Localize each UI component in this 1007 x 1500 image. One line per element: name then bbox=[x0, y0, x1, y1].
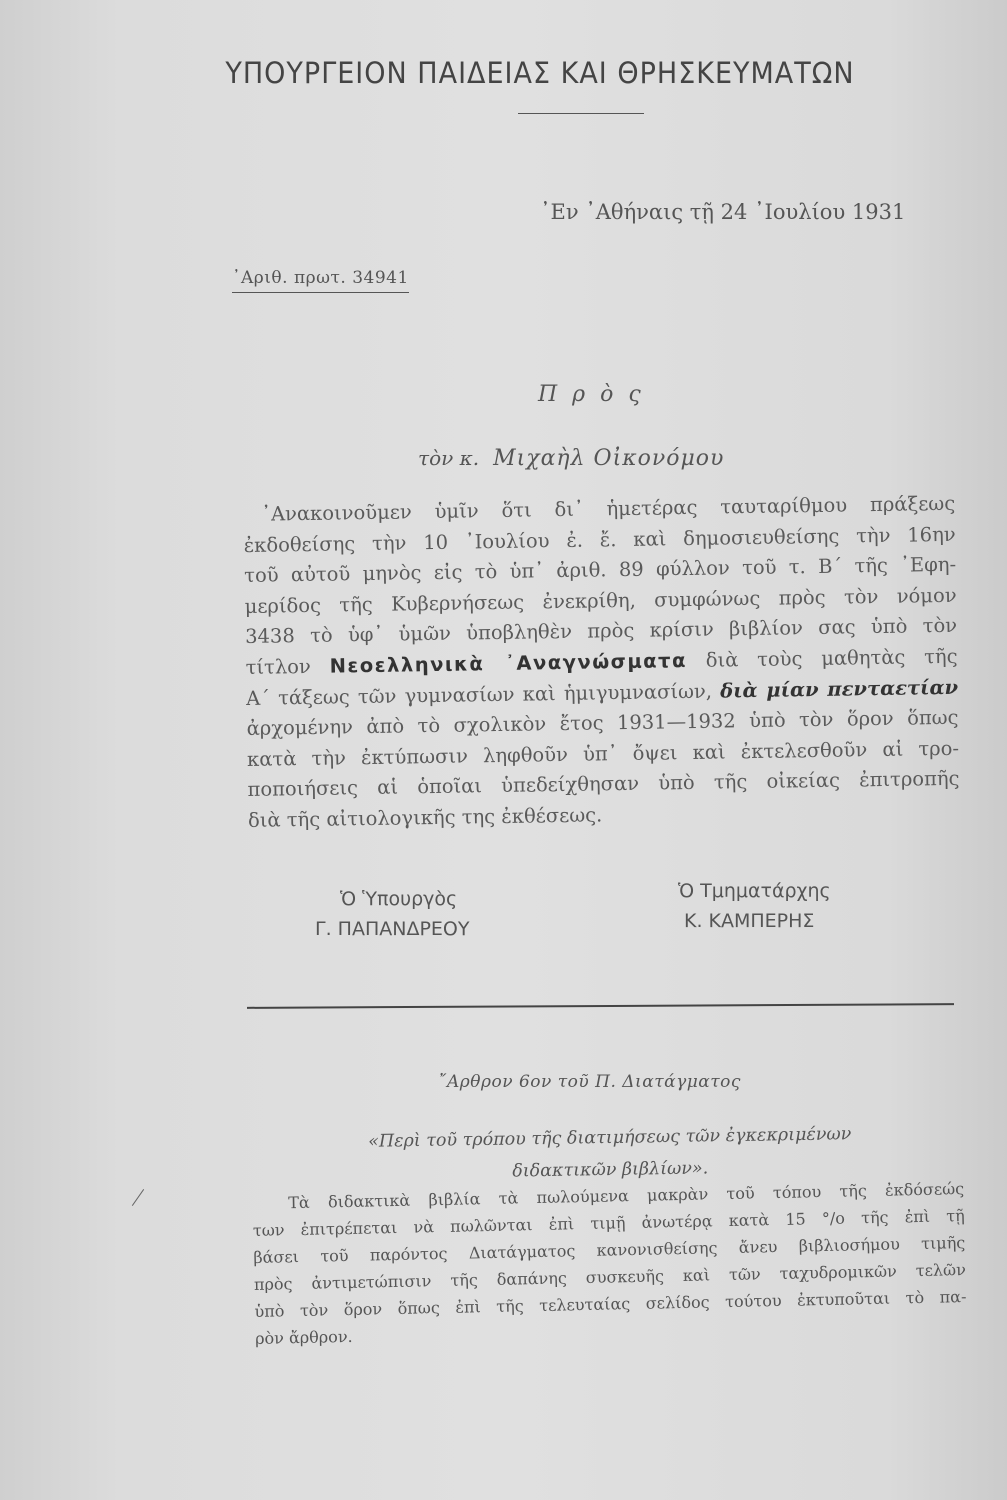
section-divider bbox=[247, 1003, 954, 1009]
article-subject-line: «Περὶ τοῦ τρόπου τῆς διατιμήσεως τῶν ἐγκεκριμένων bbox=[368, 1124, 852, 1152]
ministry-heading: ΥΠΟΥΡΓΕΙΟΝ ΠΑΙΔΕΙΑΣ ΚΑΙ ΘΡΗΣΚΕΥΜΑΤΩΝ bbox=[225, 56, 855, 91]
margin-pencil-mark bbox=[132, 1189, 144, 1206]
article-body bbox=[252, 1175, 967, 1352]
article-line: βάσει τοῦ παρόντος Διατάγματος κανονισθείσης ἄνευ βιβλιοσήμου τιμῆς bbox=[253, 1233, 966, 1267]
addressee-prefix: τὸν κ. bbox=[418, 446, 480, 470]
minister-name: Γ. ΠΑΠΑΝΔΡΕΟΥ bbox=[315, 918, 470, 940]
department-head-name: Κ. ΚΑΜΠΕΡΗΣ bbox=[684, 910, 815, 932]
title-suffix: διὰ τοὺς μαθητὰς τῆς bbox=[705, 644, 958, 672]
article-line: ρὸν ἄρθρον. bbox=[254, 1326, 353, 1348]
article-line: πρὸς ἀντιμετώπισιν τῆς δαπάνης συσκευῆς καὶ τῶν ταχυδρομικῶν τελῶν bbox=[253, 1260, 967, 1294]
addressee-name: Μιχαὴλ Οἰκονόμου bbox=[493, 446, 725, 471]
duration-emphasis: διὰ μίαν πενταετίαν bbox=[719, 675, 959, 703]
letter-line: τοῦ αὐτοῦ μηνὸς εἰς τὸ ὑπ᾿ ἀριθ. 89 φύλλον τοῦ τ. Β΄ τῆς ᾿Εφη- bbox=[244, 552, 957, 588]
letter-line: ἐκδοθείσης τὴν 10 ᾿Ιουλίου ἐ. ἔ. καὶ δημοσιευθείσης τὴν 16ην bbox=[243, 522, 956, 557]
article-line: ὑπὸ τὸν ὅρον ὅπως ἐπὶ τῆς τελευταίας σελίδος τούτου ἐκτυποῦται τὸ πα- bbox=[254, 1287, 967, 1321]
department-head-title: Ὁ Τμηματάρχης bbox=[678, 880, 831, 902]
article-line: των ἐπιτρέπεται νὰ πωλῶνται ἐπὶ τιμῇ ἀνωτέρᾳ κατὰ 15 °/ο τῆς ἐπὶ τῇ bbox=[252, 1206, 965, 1240]
minister-title: Ὁ Ὑπουργὸς bbox=[340, 888, 458, 910]
letter-line: 3438 τὸ ὑφ᾿ ὑμῶν ὑποβληθὲν πρὸς κρίσιν βιβλίον σας ὑπὸ τὸν bbox=[244, 614, 958, 649]
heading-divider bbox=[518, 113, 644, 114]
salutation-pros: Π ρ ὸ ς bbox=[538, 382, 645, 407]
article-heading: ῎Αρθρον 6ον τοῦ Π. Διατάγματος bbox=[438, 1072, 741, 1092]
letter-line: ποποιήσεις αἱ ὁποῖαι ὑπεδείχθησαν ὑπὸ τῆς οἰκείας ἐπιτροπῆς bbox=[247, 767, 960, 802]
letter-line: κατὰ τὴν ἐκτύπωσιν ληφθοῦν ὑπ᾿ ὄψει καὶ ἐκτελεσθοῦν αἱ τρο- bbox=[246, 736, 960, 771]
letter-line: ᾿Ανακοινοῦμεν ὑμῖν ὅτι δι᾿ ἡμετέρας ταυταρίθμου πράξεως bbox=[261, 491, 956, 526]
article-line: Τὰ διδακτικὰ βιβλία τὰ πωλούμενα μακρὰν τοῦ τόπου τῆς ἐκδόσεώς bbox=[288, 1179, 965, 1213]
title-prefix: τίτλον bbox=[245, 654, 311, 679]
protocol-number: ᾿Αριθ. πρωτ. 34941 bbox=[232, 268, 409, 293]
book-title: Νεοελληνικὰ ᾿Αναγνώσματα bbox=[329, 649, 688, 678]
letter-line: μερίδος τῆς Κυβερνήσεως ἐνεκρίθη, συμφώνως πρὸς τὸν νόμον bbox=[244, 583, 957, 618]
letter-body bbox=[243, 489, 960, 837]
letter-line: ἀρχομένην ἀπὸ τὸ σχολικὸν ἔτος 1931—1932 ὑπὸ τὸν ὅρον ὅπως bbox=[246, 705, 959, 741]
article-subject-line: διδακτικῶν βιβλίων». bbox=[512, 1158, 709, 1182]
addressee bbox=[418, 446, 724, 471]
date-line: ᾿Εν ᾿Αθήναις τῇ 24 ᾿Ιουλίου 1931 bbox=[540, 200, 906, 224]
grade-text: Α΄ τάξεως τῶν γυμνασίων καὶ ἡμιγυμνασίων, bbox=[245, 679, 713, 710]
letter-line: διὰ τῆς αἰτιολογικῆς της ἐκθέσεως. bbox=[247, 803, 603, 832]
